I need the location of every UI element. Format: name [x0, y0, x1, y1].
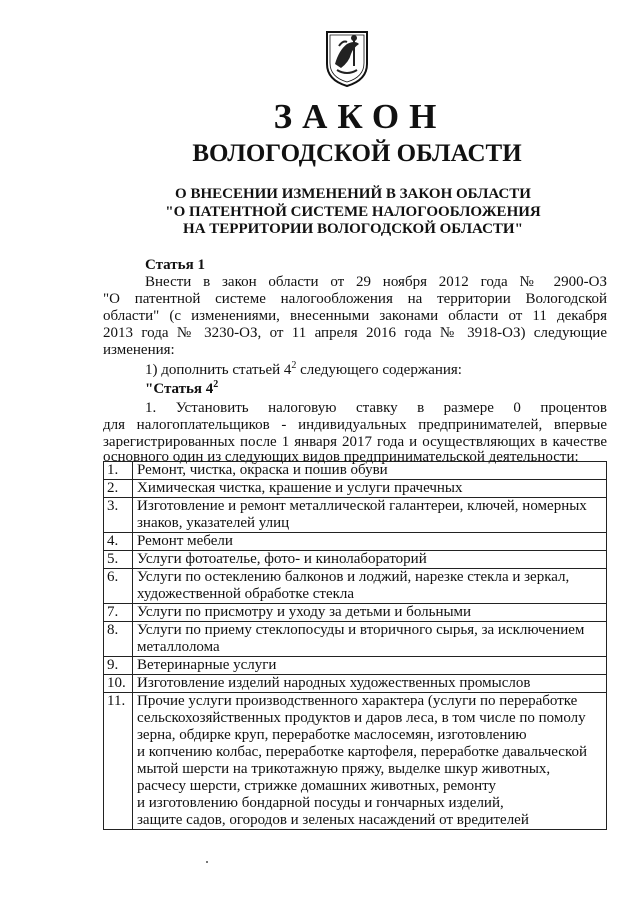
row-number: 3. — [104, 498, 133, 533]
table-row — [104, 693, 607, 830]
region-title: ВОЛОГОДСКОЙ ОБЛАСТИ — [192, 140, 522, 167]
article-4-2-line: 1. Установить налоговую ставку в размере 0 процентов — [145, 400, 607, 416]
service-line: Услуги по остеклению балконов и лоджий, нарезке стекла и зеркал, — [137, 569, 570, 585]
article-4-2-heading: "Статья $4^2$ — [145, 379, 219, 397]
row-number: 7. — [104, 604, 133, 622]
row-number: 4. — [104, 533, 133, 551]
row-number: 2. — [104, 480, 133, 498]
law-title: ЗАКОН — [273, 97, 447, 136]
article-1-line: 2013 года № 3230-ОЗ, от 11 апреля 2016 года № 3918-ОЗ) следующие — [103, 325, 607, 341]
table-row — [104, 675, 607, 693]
service-description — [133, 533, 607, 551]
table-row — [104, 462, 607, 480]
service-line: Изготовление изделий народных художественных промыслов — [137, 675, 531, 691]
table-row — [104, 604, 607, 622]
service-line: Ветеринарные услуги — [137, 657, 277, 673]
service-description — [133, 551, 607, 569]
service-line: сельскохозяйственных продуктов и даров леса, в том числе по помолу — [137, 710, 586, 726]
coat-of-arms-icon — [325, 30, 369, 88]
article-1-line: "О патентной системе налогообложения на территории Вологодской — [103, 291, 607, 307]
service-line: Прочие услуги производственного характера (услуги по переработке — [137, 693, 578, 709]
service-description — [133, 604, 607, 622]
article-1-line: Внести в закон области от 29 ноября 2012 года № 2900-ОЗ — [145, 274, 607, 290]
row-number: 10. — [104, 675, 133, 693]
service-line: Ремонт мебели — [137, 533, 233, 549]
article-4-2-line: основного один из следующих видов предпринимательской деятельности: — [103, 449, 579, 465]
subtitle-line: "О ПАТЕНТНОЙ СИСТЕМЕ НАЛОГООБЛОЖЕНИЯ — [165, 204, 541, 220]
service-description — [133, 480, 607, 498]
subtitle-line: НА ТЕРРИТОРИИ ВОЛОГОДСКОЙ ОБЛАСТИ" — [183, 221, 523, 237]
service-description — [133, 657, 607, 675]
row-number: 1. — [104, 462, 133, 480]
service-line: Услуги по приему стеклопосуды и вторичного сырья, за исключением — [137, 622, 585, 638]
subtitle-line: О ВНЕСЕНИИ ИЗМЕНЕНИЙ В ЗАКОН ОБЛАСТИ — [175, 186, 531, 202]
row-number: 9. — [104, 657, 133, 675]
table-row — [104, 498, 607, 533]
service-line: знаков, указателей улиц — [137, 515, 290, 531]
row-number: 11. — [104, 693, 133, 830]
service-description — [133, 498, 607, 533]
service-description — [133, 622, 607, 657]
table-row — [104, 480, 607, 498]
table-row — [104, 533, 607, 551]
service-line: металлолома — [137, 639, 220, 655]
services-table — [103, 461, 607, 830]
amendment-item-1: 1) дополнить статьей $4^2$ следующего содержания: — [145, 360, 462, 378]
scan-speck — [206, 861, 208, 863]
service-line: Услуги фотоателье, фото- и кинолабораторий — [137, 551, 427, 567]
service-line: Ремонт, чистка, окраска и пошив обуви — [137, 462, 388, 478]
service-description — [133, 569, 607, 604]
row-number: 5. — [104, 551, 133, 569]
table-row — [104, 551, 607, 569]
service-line: расчесу шерсти, стрижке домашних животных, ремонту — [137, 778, 496, 794]
service-line: зерна, обдирке круп, переработке маслосемян, изготовлению — [137, 727, 527, 743]
service-line: и изготовлению бондарной посуды и гончарных изделий, — [137, 795, 504, 811]
service-line: и копчению колбас, переработке картофеля, переработке давальческой — [137, 744, 587, 760]
service-description — [133, 675, 607, 693]
table-row — [104, 622, 607, 657]
article-1-heading: Статья 1 — [145, 257, 205, 273]
table-row — [104, 569, 607, 604]
service-line: Изготовление и ремонт металлической галантереи, ключей, номерных — [137, 498, 587, 514]
article-4-2-line: зарегистрированных после 1 января 2017 года и осуществляющих в качестве — [103, 434, 607, 450]
service-line: Химическая чистка, крашение и услуги прачечных — [137, 480, 463, 496]
service-line: Услуги по присмотру и уходу за детьми и больными — [137, 604, 472, 620]
service-line: мытой шерсти на трикотажную пряжу, выделке шкур животных, — [137, 761, 551, 777]
service-line: художественной обработке стекла — [137, 586, 355, 602]
article-4-2-line: для налогоплательщиков - индивидуальных предпринимателей, впервые — [103, 417, 607, 433]
service-description — [133, 462, 607, 480]
row-number: 8. — [104, 622, 133, 657]
service-line: защите садов, огородов и зеленых насаждений от вредителей — [137, 812, 529, 828]
row-number: 6. — [104, 569, 133, 604]
article-1-line: области" (с изменениями, внесенными законами области от 11 декабря — [103, 308, 607, 324]
table-row — [104, 657, 607, 675]
article-1-line: изменения: — [103, 342, 175, 358]
service-description — [133, 693, 607, 830]
